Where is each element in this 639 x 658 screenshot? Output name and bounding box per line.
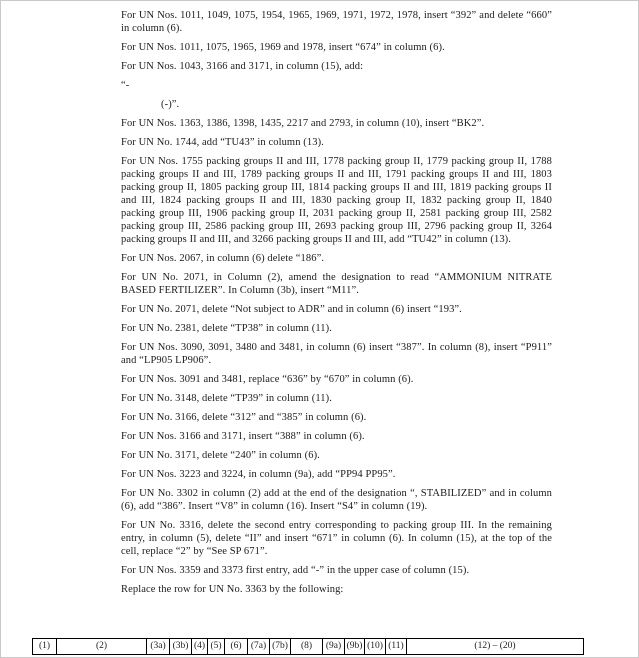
amendment-paragraph: For UN Nos. 1011, 1075, 1965, 1969 and 1978, insert “674” in column (6). xyxy=(121,42,445,53)
amendment-paragraph: For UN Nos. 1011, 1049, 1075, 1954, 1965, 1969, 1971, 1972, 1978, insert “392” and delete “660” in column (6). xyxy=(121,10,552,34)
amendment-paragraph: For UN No. 3316, delete the second entry corresponding to packing group III. In the remaining entry, in column (5), delete “II” and insert “671” in column (6). In column (15), at the top of the cell, replace “2” by “See SP 671”. xyxy=(121,520,552,557)
amendment-paragraph: For UN Nos. 2067, in column (6) delete “186”. xyxy=(121,253,325,264)
amendment-paragraph: For UN Nos. 1363, 1386, 1398, 1435, 2217 and 2793, in column (10), insert “BK2”. xyxy=(121,118,485,129)
quote-sub-line: (-)”. xyxy=(161,99,180,110)
amendments-text-block xyxy=(1,1,638,596)
table-header-cell: (1) xyxy=(33,639,57,655)
table-header-cell: (6) xyxy=(225,639,248,655)
amendment-paragraph: For UN No. 2381, delete “TP38” in column (11). xyxy=(121,323,332,334)
table-header-cell: (7b) xyxy=(270,639,291,655)
table-header-cell: (3b) xyxy=(170,639,192,655)
amendment-paragraph: For UN No. 2071, in Column (2), amend the designation to read “AMMONIUM NITRATE BASED FERTILIZER”. In Column (3b), insert “M11”. xyxy=(121,272,552,296)
amendment-paragraph: For UN No. 3302 in column (2) add at the end of the designation “, STABILIZED” and in column (6), add “386”. Insert “V8” in column (16). Insert “S4” in column (19). xyxy=(121,488,552,512)
amendment-paragraph: For UN No. 1744, add “TU43” in column (13). xyxy=(121,137,324,148)
table-header-cell: (7a) xyxy=(248,639,270,655)
table-header-cell: (4) xyxy=(192,639,208,655)
amendment-paragraph: For UN Nos. 3359 and 3373 first entry, add “-” in the upper case of column (15). xyxy=(121,565,470,576)
amendment-paragraph: For UN No. 2071, delete “Not subject to ADR” and in column (6) insert “193”. xyxy=(121,304,462,315)
table-header-cell: (10) xyxy=(365,639,386,655)
amendment-paragraph: For UN Nos. 3166 and 3171, insert “388” in column (6). xyxy=(121,431,365,442)
amendment-paragraph: For UN Nos. 3223 and 3224, in column (9a), add “PP94 PP95”. xyxy=(121,469,396,480)
amendment-paragraph: Replace the row for UN No. 3363 by the following: xyxy=(121,584,344,595)
amendment-paragraph: For UN Nos. 3090, 3091, 3480 and 3481, in column (6) insert “387”. In column (8), insert “P911” and “LP905 LP906”. xyxy=(121,342,552,366)
table-header-cell: (5) xyxy=(208,639,225,655)
table-header-row xyxy=(33,639,584,655)
table-header-cell: (9a) xyxy=(323,639,345,655)
quote-dash-line: “- xyxy=(121,80,130,91)
table-header-cell: (3a) xyxy=(147,639,170,655)
table-header-cell: (8) xyxy=(291,639,323,655)
table-header-cell: (12) – (20) xyxy=(407,639,584,655)
table-header-cell: (2) xyxy=(57,639,147,655)
amendment-paragraph: For UN Nos. 3091 and 3481, replace “636” by “670” in column (6). xyxy=(121,374,414,385)
amendment-paragraph: For UN No. 3148, delete “TP39” in column (11). xyxy=(121,393,332,404)
table-header-cell: (11) xyxy=(386,639,407,655)
amendment-paragraph: For UN No. 3171, delete “240” in column (6). xyxy=(121,450,320,461)
un3363-replacement-table xyxy=(32,638,584,655)
amendment-paragraph: For UN Nos. 1043, 3166 and 3171, in column (15), add: xyxy=(121,61,364,72)
amendment-paragraph: For UN Nos. 1755 packing groups II and III, 1778 packing group II, 1779 packing group II, 1788 packing groups II and III, 1789 packing groups II and III, 1791 packing groups II and III, 1803 packing group II, 1805 packing group III, 1814 packing groups II and III, 1819 packing groups II and III, 1824 packing groups II and III, 1830 packing group II, 1832 packing group II, 1840 packing group III, 1906 packing group II, 2031 packing group II, 2581 packing group III, 2582 packing group III, 2586 packing group III, 2693 packing group III, 2796 packing group II, 3264 packing groups II and III, and 3266 packing groups II and III, add “TU42” in column (13). xyxy=(121,156,552,245)
table-header-cell: (9b) xyxy=(345,639,365,655)
amendment-paragraph: For UN No. 3166, delete “312” and “385” in column (6). xyxy=(121,412,367,423)
